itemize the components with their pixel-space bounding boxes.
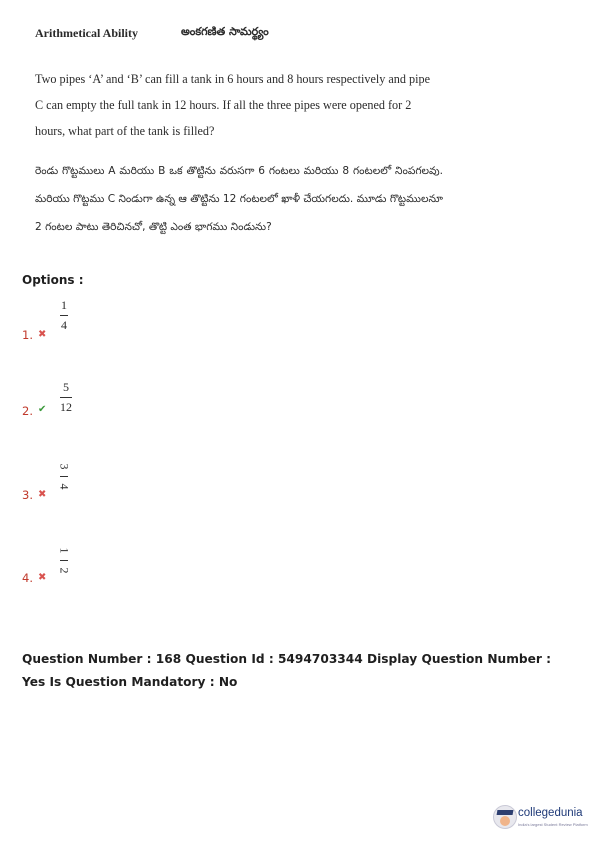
option-fraction	[57, 543, 72, 578]
logo-tagline: India's largest Student Review Platform	[518, 822, 588, 827]
option-3[interactable]	[22, 459, 142, 519]
option-1[interactable]	[22, 298, 142, 358]
fraction-denominator: 4	[57, 483, 72, 490]
cross-icon: ✖	[38, 572, 47, 583]
collegedunia-logo[interactable]	[493, 803, 593, 833]
option-fraction	[60, 380, 72, 415]
graduate-avatar-icon	[493, 805, 517, 829]
fraction-numerator: 1	[57, 547, 72, 554]
fraction-denominator: 12	[60, 400, 72, 414]
option-4[interactable]	[22, 543, 142, 603]
subject-title-english: Arithmetical Ability	[35, 26, 138, 40]
page-header	[35, 26, 560, 44]
cross-icon: ✖	[38, 489, 47, 500]
option-number: 3.	[22, 488, 33, 502]
fraction-numerator: 1	[61, 298, 67, 312]
option-fraction	[57, 459, 72, 494]
cross-icon: ✖	[38, 329, 47, 340]
fraction-bar	[60, 397, 72, 398]
fraction-denominator: 2	[57, 567, 72, 574]
fraction-denominator: 4	[61, 318, 67, 332]
option-fraction	[60, 298, 68, 333]
option-number: 1.	[22, 328, 33, 342]
fraction-bar	[60, 476, 68, 477]
subject-title-telugu: అంకగణిత సామర్థ్యం	[181, 25, 269, 38]
fraction-bar	[60, 315, 68, 316]
option-2[interactable]	[22, 380, 142, 440]
fraction-numerator: 5	[63, 380, 69, 394]
check-icon: ✔	[38, 404, 47, 415]
fraction-bar	[60, 560, 68, 561]
options-label: Options :	[22, 273, 84, 287]
option-number: 2.	[22, 404, 33, 418]
logo-name: collegedunia	[518, 807, 583, 819]
fraction-numerator: 3	[57, 463, 72, 470]
question-metadata: Question Number : 168 Question Id : 5494703344 Display Question Number : Yes Is Question Mandatory : No	[22, 652, 552, 689]
question-text-english: Two pipes ‘A’ and ‘B’ can fill a tank in 6 hours and 8 hours respectively and pipe C can empty the full tank in 12 hours. If all the three pipes were opened for 2 hours, what part of the tank is filled?	[35, 72, 431, 138]
question-text-telugu: రెండు గొట్టములు A మరియు B ఒక తొట్టిను వరుసగా 6 గంటలు మరియు 8 గంటలలో నింపగలవు. మరియు గొట్టము C నిండుగా ఉన్న ఆ తొట్టిను 12 గంటలలో ఖాళీ చేయగలదు. మూడు గొట్టములనూ 2 గంటల పాటు తెరిచినచో, తొట్టి ఎంత భాగము నిండును?	[35, 165, 443, 233]
option-number: 4.	[22, 571, 33, 585]
